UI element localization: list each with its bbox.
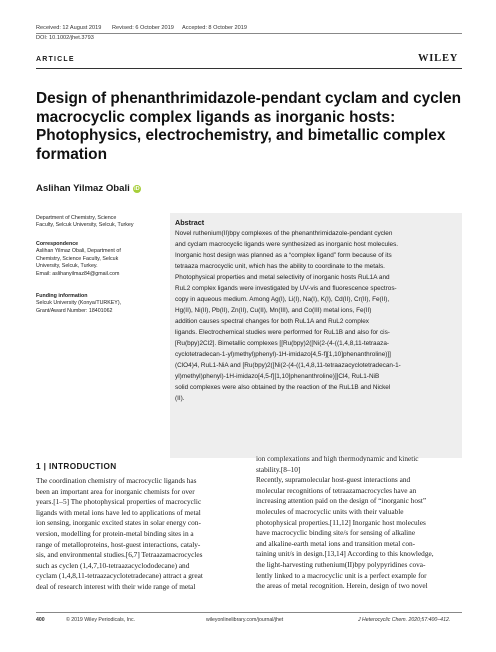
author-name: Aslihan Yilmaz Obali (36, 183, 130, 194)
abstract-heading: Abstract (175, 218, 205, 227)
body-line: years.[1–5] The photophysical properties of macrocyclic (36, 497, 202, 507)
abstract-line: (II). (175, 395, 185, 402)
funding-heading: Funding information (36, 293, 88, 299)
abstract-line: addition causes spectral changes for both RuL1A and RuL2 complex (175, 318, 369, 325)
label-rule (36, 68, 462, 69)
body-line: taining unit/s in design.[13,14] According to this knowledge, (256, 549, 434, 559)
section-heading: 1 | INTRODUCTION (36, 462, 117, 471)
abstract-line: Novel ruthenium(II)bpy complexes of the phenanthrimidazole-pendant cyclen (175, 230, 393, 237)
received-date: Received: 12 August 2019 (36, 25, 102, 31)
affiliation (36, 215, 166, 230)
title-line: macrocyclic complex ligands as inorganic hosts: (36, 108, 396, 126)
body-line: cyclam (1,4,8,11-tetraazacyclotetradecane) attract a great (36, 571, 203, 581)
revised-date: Revised: 6 October 2019 (112, 25, 174, 31)
abstract-line: and cyclam macrocyclic ligands were synthesized as inorganic host molecules. (175, 241, 399, 248)
doi: DOI: 10.1002/jhet.3793 (36, 35, 94, 41)
funding-line: Grant/Award Number: 18401062 (36, 307, 113, 314)
abstract-line: Hg(II), Ni(II), Pb(II), Zn(II), Cu(II), Mn(III), and Co(III) metal ions, Fe(II) (175, 307, 372, 314)
right-column (256, 454, 462, 592)
affiliation-line: Faculty, Selcuk University, Selcuk, Turkey (36, 222, 134, 229)
correspondence-line: University, Selcuk, Turkey. (36, 263, 98, 270)
orcid-icon[interactable]: iD (134, 186, 140, 192)
correspondence-line: Chemistry, Science Faculty, Selcuk (36, 255, 119, 262)
body-line: been an important area for inorganic chemists for over (36, 486, 195, 496)
abstract-line: Inorganic host design was planned as a “complex ligand” form because of its (175, 252, 392, 259)
body-line: stability.[8–10] (256, 464, 301, 474)
abstract-line: tetraaza macrocyclic unit, which has the ability to coordinate to the metals. (175, 263, 385, 270)
citation: J Heterocyclic Chem. 2020;57:400–412. (358, 617, 451, 623)
body-line: and alkaline-earth metal ions and transition metal con- (256, 538, 416, 548)
publisher-logo: WILEY (418, 53, 459, 64)
body-line: deal of research interest with their wide range of metal (36, 581, 196, 591)
body-line: the areas of metal recognition. Herein, design of two novel (256, 581, 428, 591)
body-line: version, modelling for protein-metal binding sites in a (36, 528, 194, 538)
body-line: molecules of macrocyclic units with their valuable (256, 506, 404, 516)
abstract-line: ligands. Electrochemical studies were performed for RuL1B and also for cis- (175, 329, 390, 336)
abstract-line: [Ru(bpy)2Cl2]. Bimetallic complexes [[Ru(bpy)2([Ni(2-(4-((1,4,8,11-tetraaza- (175, 340, 390, 347)
body-line: Recently, supramolecular host-guest interactions and (256, 475, 411, 485)
body-line: have macrocyclic binding site/s for sensing of alkaline (256, 528, 416, 538)
correspondence (36, 241, 166, 278)
article-title (36, 90, 466, 164)
abstract-text (175, 228, 458, 404)
body-line: the light-harvesting ruthenium(II)bpy polypyridines cova- (256, 559, 426, 569)
abstract-line: cyclotetradecan-1-yl)methyl)phenyl)-1H-imidazo[4,5-f][1,10]phenanthroline)]] (175, 351, 391, 358)
body-line: ion sensing, inorganic excited states in solar energy con- (36, 518, 201, 528)
journal-url[interactable]: wileyonlinelibrary.com/journal/jhet (206, 617, 284, 623)
correspondence-line: Aslihan Yilmaz Obali, Department of (36, 248, 121, 255)
funding-line: Selcuk University (Konya/TURKEY), (36, 300, 122, 307)
correspondence-heading: Correspondence (36, 241, 79, 247)
body-line: lently linked to a macrocyclic unit is a perfect example for (256, 570, 427, 580)
header-rule (36, 33, 462, 34)
accepted-date: Accepted: 8 October 2019 (182, 25, 247, 31)
abstract-line: copy in aqueous medium. Among Ag(I), Li(I), Na(I), K(I), Cd(II), Cr(II), Fe(II), (175, 296, 390, 303)
body-line: photophysical properties.[11,12] Inorganic host molecules (256, 517, 426, 527)
page-number: 400 (36, 617, 45, 623)
abstract-line: Photophysical properties and metal selectivity of inorganic hosts RuL1A and (175, 274, 390, 281)
body-line: molecular recognitions of tetraazamacrocycles have an (256, 485, 417, 495)
abstract-line: solid complexes were also obtained by the reaction of the RuL1B and Nickel (175, 384, 391, 391)
correspondence-email[interactable]: Email: aslihanyilmaz84@gmail.com (36, 270, 120, 277)
body-line: range of metalloproteins, host-guest interactions, cataly- (36, 539, 201, 549)
copyright: © 2019 Wiley Periodicals, Inc. (66, 617, 135, 623)
body-line: ion complexations and high thermodynamic and kinetic (256, 454, 419, 463)
affiliation-line: Department of Chemistry, Science (36, 215, 117, 221)
body-line: The coordination chemistry of macrocyclic ligands has (36, 476, 197, 485)
left-column (36, 476, 242, 593)
footer-rule (36, 612, 462, 613)
abstract-line: yl)methyl)phenyl)-1H-imidazo[4,5-f][1,10]phenanthroline)]]Cl4, RuL1-NiB (175, 373, 380, 380)
title-line: Photophysics, electrochemistry, and bimetallic complex (36, 127, 446, 145)
article-label: ARTICLE (36, 56, 75, 63)
body-line: such as cyclen (1,4,7,10-tetraazacyclododecane) and (36, 560, 190, 570)
author-block (36, 183, 141, 194)
abstract-line: RuL2 complex ligands were investigated by UV-vis and fluorescence spectros- (175, 285, 397, 292)
title-line: Design of phenanthrimidazole-pendant cyclam and cyclen (36, 90, 462, 107)
body-line: sis, and environmental studies.[6,7] Tetraazamacrocycles (36, 550, 203, 560)
body-line: ligands with metal ions have led to applications of metal (36, 507, 201, 517)
abstract-box (170, 213, 462, 458)
abstract-line: (ClO4)4, RuL1-NiA and [Ru(bpy)2([Ni(2-(4-((1,4,8,11-tetraazacyclotetradecan-1- (175, 362, 401, 369)
title-line: formation (36, 145, 107, 163)
body-line: increasing attention paid on the design of “inorganic host” (256, 496, 427, 506)
funding (36, 293, 166, 315)
